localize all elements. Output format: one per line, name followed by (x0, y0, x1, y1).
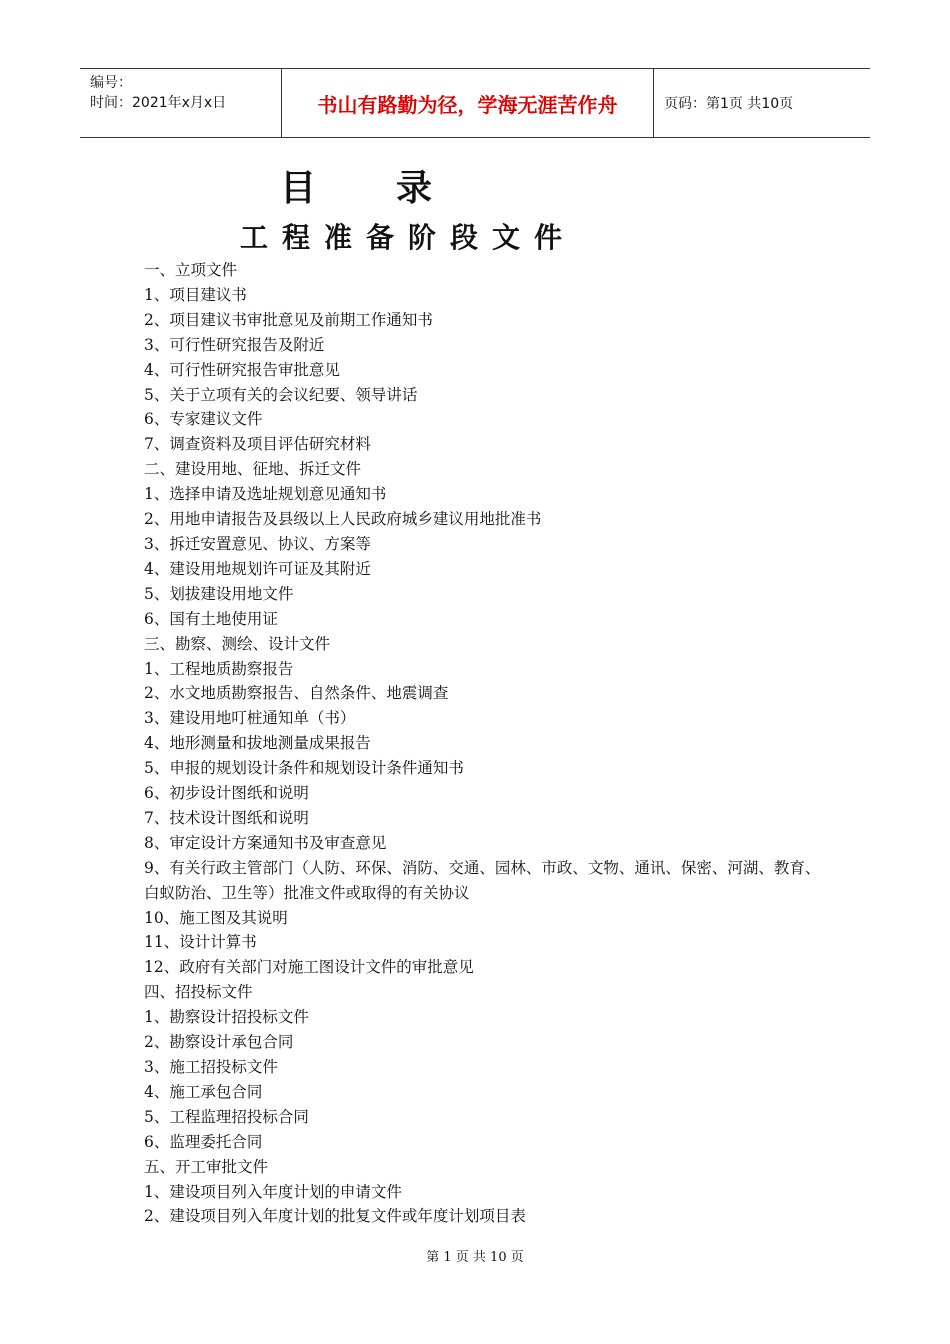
toc-item: 三、勘察、测绘、设计文件 (144, 634, 331, 653)
page-title: 目录 (280, 168, 513, 209)
header-meta (80, 69, 282, 137)
toc-item: 5、划拔建设用地文件 (144, 584, 294, 603)
table-of-contents (144, 258, 834, 1229)
toc-item: 2、勘察设计承包合同 (144, 1033, 294, 1052)
toc-item: 7、技术设计图纸和说明 (144, 808, 309, 827)
header-page-info: 页码：第1页 共10页 (664, 96, 794, 112)
toc-item: 2、项目建议书审批意见及前期工作通知书 (144, 310, 433, 329)
page-footer: 第 1 页 共 10 页 (426, 1250, 524, 1265)
toc-item: 3、施工招投标文件 (144, 1058, 278, 1076)
toc-item: 6、国有土地使用证 (144, 609, 278, 628)
toc-item: 7、调查资料及项目评估研究材料 (144, 435, 371, 454)
toc-item: 1、建设项目列入年度计划的申请文件 (144, 1182, 402, 1201)
toc-item: 1、工程地质勘察报告 (144, 659, 294, 678)
toc-item: 8、审定设计方案通知书及审查意见 (144, 833, 387, 852)
toc-item: 3、可行性研究报告及附近 (144, 335, 325, 354)
toc-item: 6、初步设计图纸和说明 (144, 784, 309, 803)
toc-item: 4、施工承包合同 (144, 1082, 263, 1101)
toc-item: 10、施工图及其说明 (144, 908, 288, 927)
toc-item: 6、专家建议文件 (144, 410, 263, 429)
toc-item: 6、监理委托合同 (144, 1132, 263, 1151)
toc-item: 1、项目建议书 (144, 285, 247, 304)
toc-item: 一、立项文件 (144, 261, 238, 279)
toc-item: 12、政府有关部门对施工图设计文件的审批意见 (144, 958, 474, 977)
toc-item: 五、开工审批文件 (144, 1157, 269, 1176)
toc-item: 3、建设用地叮桩通知单（书） (144, 709, 356, 728)
toc-item: 二、建设用地、征地、拆迁文件 (144, 460, 362, 479)
page-header (80, 68, 870, 138)
toc-item: 5、申报的规划设计条件和规划设计条件通知书 (144, 759, 464, 778)
document-number: 编号： (90, 75, 132, 91)
toc-item: 4、地形测量和拔地测量成果报告 (144, 734, 371, 753)
toc-item: 5、工程监理招投标合同 (144, 1107, 309, 1126)
page-subtitle: 工程准备阶段文件 (240, 221, 577, 254)
toc-item: 5、关于立项有关的会议纪要、领导讲话 (144, 385, 418, 404)
header-motto: 书山有路勤为径，学海无涯苦作舟 (282, 69, 654, 137)
toc-item: 四、招投标文件 (144, 983, 253, 1002)
document-date: 时间：2021年x月x日 (90, 95, 227, 111)
toc-item: 3、拆迁安置意见、协议、方案等 (144, 534, 371, 553)
toc-item: 2、用地申请报告及县级以上人民政府城乡建议用地批准书 (144, 510, 542, 529)
toc-item: 1、选择申请及选址规划意见通知书 (144, 485, 387, 504)
toc-item: 2、水文地质勘察报告、自然条件、地震调查 (144, 684, 449, 703)
toc-item: 11、设计计算书 (144, 933, 257, 952)
toc-item: 2、建设项目列入年度计划的批复文件或年度计划项目表 (144, 1207, 526, 1226)
toc-item: 4、可行性研究报告审批意见 (144, 360, 340, 379)
toc-item: 9、有关行政主管部门（人防、环保、消防、交通、园林、市政、文物、通讯、保密、河湖、教育、白蚁防治、卫生等）批准文件或取得的有关协议 (144, 858, 821, 902)
toc-item: 1、勘察设计招投标文件 (144, 1008, 309, 1027)
toc-item: 4、建设用地规划许可证及其附近 (144, 559, 371, 578)
